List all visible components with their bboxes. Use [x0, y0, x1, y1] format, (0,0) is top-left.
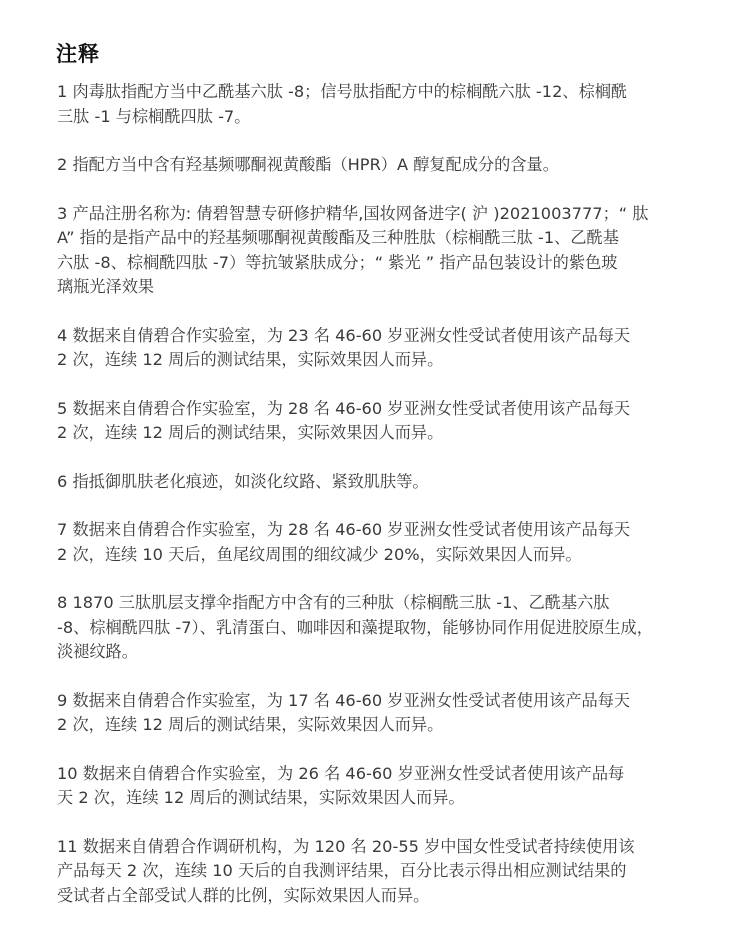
footnote-4: [57, 324, 707, 373]
footnote-line: 2 次，连续 12 周后的测试结果，实际效果因人而异。: [57, 350, 444, 369]
footnote-line: 产品每天 2 次，连续 10 天后的自我测评结果，百分比表示得出相应测试结果的: [57, 861, 627, 880]
footnote-line: 2 次，连续 12 周后的测试结果，实际效果因人而异。: [57, 423, 444, 442]
footnote-8: [57, 591, 707, 665]
footnote-line: 4 数据来自倩碧合作实验室，为 23 名 46-60 岁亚洲女性受试者使用该产品每天: [57, 325, 631, 345]
footnote-line: 2 次，连续 12 周后的测试结果，实际效果因人而异。: [57, 715, 444, 734]
footnote-5: [57, 397, 707, 446]
footnote-line: 3 产品注册名称为: 倩碧智慧专研修护精华,国妆网备进字( 沪 )2021003777；“ 肽: [57, 203, 649, 223]
footnote-line: 8 1870 三肽肌层支撑伞指配方中含有的三种肽（棕榈酰三肽 -1、乙酰基六肽: [57, 593, 610, 612]
footnote-9: [57, 689, 707, 738]
footnote-line: -8、棕榈酰四肽 -7）、乳清蛋白、咖啡因和藻提取物，能够协同作用促进胶原生成，: [57, 617, 653, 637]
footnote-3: [57, 202, 707, 300]
footnote-line: 6 指抵御肌肤老化痕迹，如淡化纹路、紧致肌肤等。: [57, 471, 429, 491]
footnote-6: [57, 470, 707, 495]
footnote-line: 1 肉毒肽指配方当中乙酰基六肽 -8；信号肽指配方中的棕榈酰六肽 -12、棕榈酰: [57, 82, 628, 101]
footnote-line: 2 指配方当中含有羟基频哪酮视黄酸酯（HPR）A 醇复配成分的含量。: [57, 155, 559, 174]
footnote-line: 三肽 -1 与棕榈酰四肽 -7。: [57, 106, 251, 126]
footnote-line: 淡褪纹路。: [57, 642, 138, 661]
footnote-line: 2 次，连续 10 天后，鱼尾纹周围的细纹减少 20%，实际效果因人而异。: [57, 544, 582, 564]
footnote-line: 六肽 -8、棕榈酰四肽 -7）等抗皱紧肤成分；“ 紫光 ” 指产品包装设计的紫色玻: [57, 252, 618, 272]
footnote-line: 璃瓶光泽效果: [57, 277, 155, 296]
footnote-7: [57, 518, 707, 567]
footnote-line: 10 数据来自倩碧合作实验室，为 26 名 46-60 岁亚洲女性受试者使用该产品每: [57, 763, 625, 783]
footnote-line: 7 数据来自倩碧合作实验室，为 28 名 46-60 岁亚洲女性受试者使用该产品每天: [57, 520, 631, 539]
footnote-line: 11 数据来自倩碧合作调研机构，为 120 名 20-55 岁中国女性受试者持续使用该: [57, 836, 635, 856]
footnote-1: [57, 80, 707, 129]
footnote-line: A” 指的是指产品中的羟基频哪酮视黄酸酯及三种胜肽（棕榈酰三肽 -1、乙酰基: [57, 228, 619, 247]
footnote-line: 天 2 次，连续 12 周后的测试结果，实际效果因人而异。: [57, 788, 465, 807]
footnote-10: [57, 762, 707, 811]
notes-list: [57, 80, 707, 932]
footnote-11: [57, 835, 707, 909]
footnote-2: [57, 153, 707, 178]
footnote-line: 受试者占全部受试人群的比例，实际效果因人而异。: [57, 885, 430, 905]
page-title: 注释: [56, 42, 100, 66]
footnote-line: 9 数据来自倩碧合作实验室，为 17 名 46-60 岁亚洲女性受试者使用该产品每天: [57, 690, 631, 710]
footnote-line: 5 数据来自倩碧合作实验室，为 28 名 46-60 岁亚洲女性受试者使用该产品每天: [57, 398, 631, 418]
